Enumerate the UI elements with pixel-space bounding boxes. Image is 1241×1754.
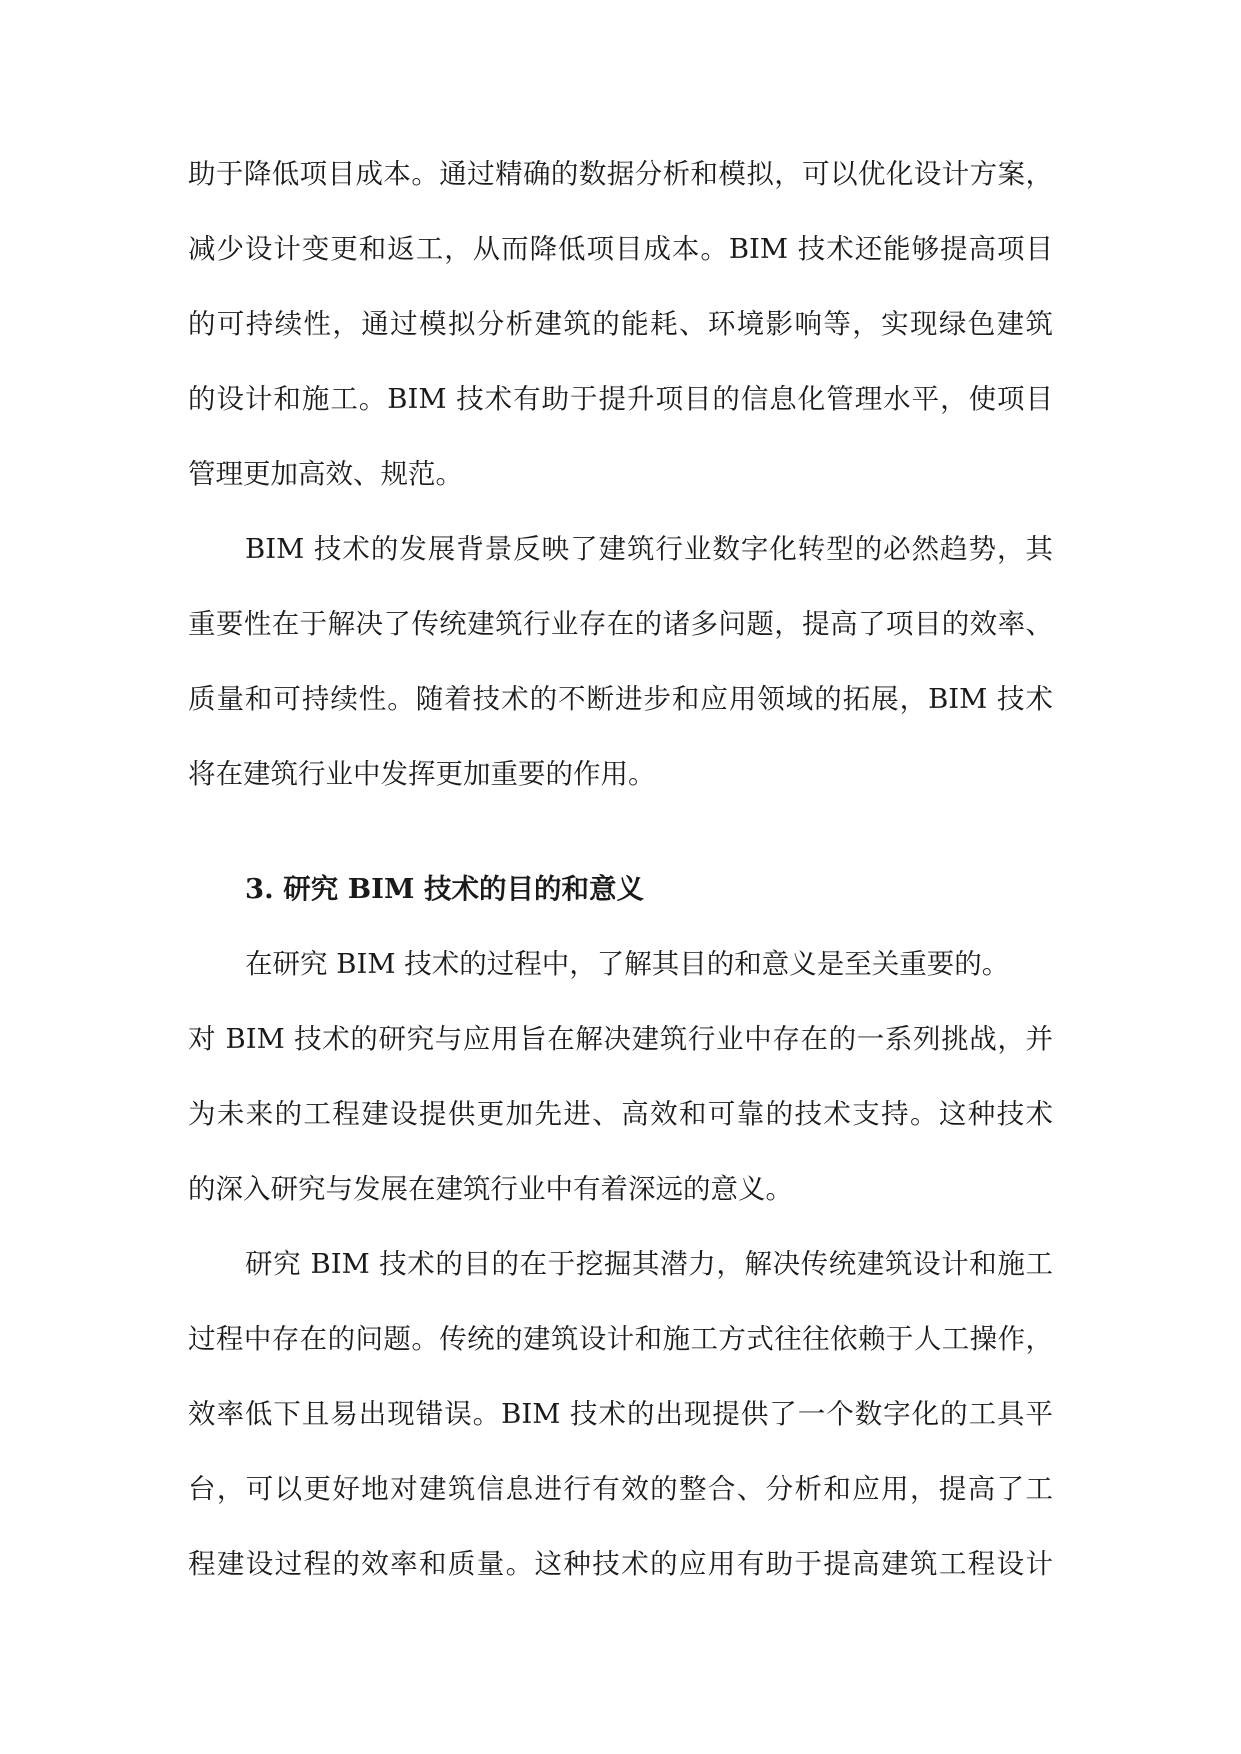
- document-body: [188, 137, 1053, 1602]
- section-gap: [188, 812, 1053, 852]
- text-line: 助于降低项目成本。通过精确的数据分析和模拟，可以优化设计方案，: [188, 158, 1053, 190]
- text-line: BIM 技术的发展背景反映了建筑行业数字化转型的必然趋势，其: [245, 533, 1053, 565]
- text-line: 将在建筑行业中发挥更加重要的作用。: [188, 758, 656, 790]
- text-line: 重要性在于解决了传统建筑行业存在的诸多问题，提高了项目的效率、: [188, 608, 1053, 640]
- text-line: 研究 BIM 技术的目的在于挖掘其潜力，解决传统建筑设计和施工: [245, 1248, 1053, 1280]
- text-line: 过程中存在的问题。传统的建筑设计和施工方式往往依赖于人工操作，: [188, 1323, 1053, 1355]
- paragraph-research-purpose-intro: [188, 927, 1053, 1227]
- text-line: 的深入研究与发展在建筑行业中有着深远的意义。: [188, 1173, 793, 1205]
- paragraph-development-background: [188, 512, 1053, 812]
- text-line: 台，可以更好地对建筑信息进行有效的整合、分析和应用，提高了工: [188, 1473, 1053, 1505]
- text-line: 减少设计变更和返工，从而降低项目成本。BIM 技术还能够提高项目: [188, 233, 1053, 265]
- text-line: 程建设过程的效率和质量。这种技术的应用有助于提高建筑工程设计: [188, 1548, 1053, 1580]
- text-line: 管理更加高效、规范。: [188, 458, 463, 490]
- text-line: 的可持续性，通过模拟分析建筑的能耗、环境影响等，实现绿色建筑: [188, 308, 1053, 340]
- text-line: 的设计和施工。BIM 技术有助于提升项目的信息化管理水平，使项目: [188, 383, 1053, 415]
- section-heading: 3. 研究 BIM 技术的目的和意义: [245, 873, 644, 905]
- paragraph-research-purpose-detail: [188, 1227, 1053, 1602]
- text-line: 质量和可持续性。随着技术的不断进步和应用领域的拓展，BIM 技术: [188, 683, 1053, 715]
- text-line: 效率低下且易出现错误。BIM 技术的出现提供了一个数字化的工具平: [188, 1398, 1053, 1430]
- text-line: 在研究 BIM 技术的过程中，了解其目的和意义是至关重要的。: [245, 948, 1010, 980]
- paragraph-project-cost: [188, 137, 1053, 512]
- text-line: 为未来的工程建设提供更加先进、高效和可靠的技术支持。这种技术: [188, 1098, 1053, 1130]
- text-line: 对 BIM 技术的研究与应用旨在解决建筑行业中存在的一系列挑战，并: [188, 1023, 1053, 1055]
